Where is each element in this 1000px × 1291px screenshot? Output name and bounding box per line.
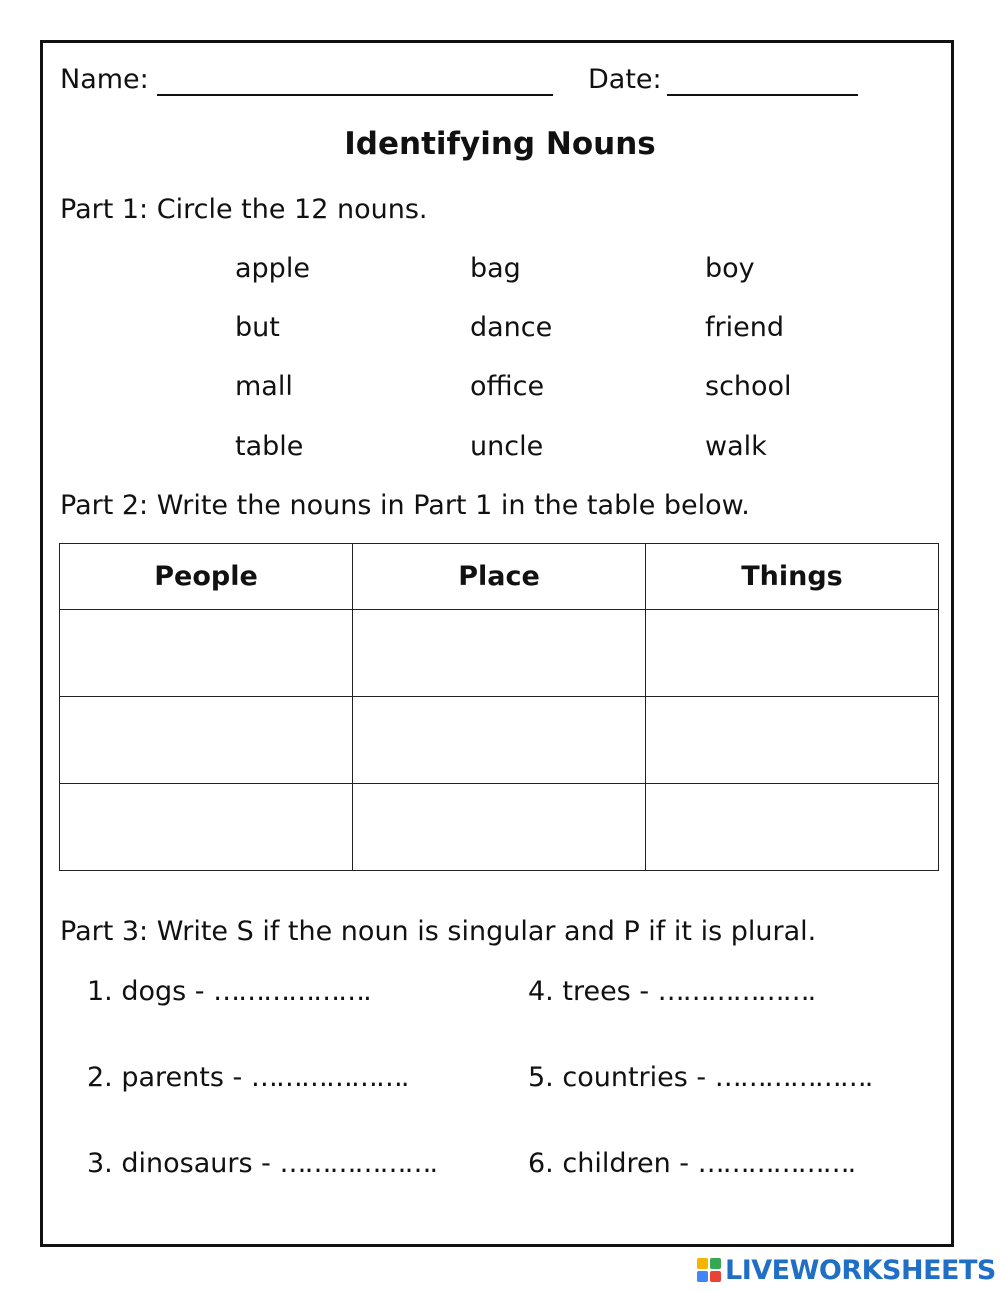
table-cell[interactable] <box>60 697 353 784</box>
word-uncle[interactable]: uncle <box>470 431 544 462</box>
name-input-line[interactable] <box>157 94 553 96</box>
answer-blank[interactable]: ………………. <box>657 976 815 1007</box>
brand-text: LIVEWORKSHEETS <box>725 1254 996 1286</box>
liveworksheets-logo-icon <box>696 1257 722 1283</box>
word-boy[interactable]: boy <box>705 253 755 284</box>
part2-instruction: Part 2: Write the nouns in Part 1 in the table below. <box>60 490 750 521</box>
list-item <box>87 1062 407 1093</box>
list-item <box>87 1148 436 1179</box>
list-item <box>528 976 814 1007</box>
table-cell[interactable] <box>646 610 939 697</box>
word-but[interactable]: but <box>235 312 280 343</box>
sorting-table <box>59 543 939 871</box>
column-header-place: Place <box>353 544 646 610</box>
table-cell[interactable] <box>353 697 646 784</box>
word-walk[interactable]: walk <box>705 431 767 462</box>
word-office[interactable]: office <box>470 371 545 402</box>
word-mall[interactable]: mall <box>235 371 293 402</box>
item-number: 2. <box>87 1062 113 1093</box>
part1-instruction: Part 1: Circle the 12 nouns. <box>60 194 428 225</box>
item-number: 5. <box>528 1062 554 1093</box>
table-cell[interactable] <box>353 784 646 871</box>
answer-blank[interactable]: ………………. <box>714 1062 872 1093</box>
word-table[interactable]: table <box>235 431 304 462</box>
column-header-people: People <box>60 544 353 610</box>
table-cell[interactable] <box>646 697 939 784</box>
table-cell[interactable] <box>60 784 353 871</box>
answer-blank[interactable]: ………………. <box>213 976 370 1007</box>
item-word: children - <box>562 1148 690 1179</box>
item-word: trees - <box>562 976 650 1007</box>
page-title: Identifying Nouns <box>344 126 656 162</box>
date-input-line[interactable] <box>667 94 858 96</box>
item-number: 3. <box>87 1148 113 1179</box>
item-number: 1. <box>87 976 113 1007</box>
column-header-things: Things <box>646 544 939 610</box>
table-cell[interactable] <box>60 610 353 697</box>
item-number: 4. <box>528 976 554 1007</box>
item-word: parents - <box>121 1062 243 1093</box>
date-label: Date: <box>588 64 662 95</box>
item-word: dinosaurs - <box>121 1148 271 1179</box>
word-dance[interactable]: dance <box>470 312 553 343</box>
table-cell[interactable] <box>353 610 646 697</box>
item-number: 6. <box>528 1148 554 1179</box>
word-friend[interactable]: friend <box>705 312 784 343</box>
word-bag[interactable]: bag <box>470 253 521 284</box>
word-school[interactable]: school <box>705 371 792 402</box>
table-cell[interactable] <box>646 784 939 871</box>
list-item <box>87 976 370 1007</box>
answer-blank[interactable]: ………………. <box>250 1062 408 1093</box>
part3-instruction: Part 3: Write S if the noun is singular and P if it is plural. <box>60 916 817 947</box>
item-word: countries - <box>562 1062 707 1093</box>
answer-blank[interactable]: ………………. <box>697 1148 855 1179</box>
list-item <box>528 1062 871 1093</box>
word-apple[interactable]: apple <box>235 253 310 284</box>
liveworksheets-brand <box>696 1255 996 1285</box>
item-word: dogs - <box>121 976 205 1007</box>
answer-blank[interactable]: ………………. <box>279 1148 437 1179</box>
list-item <box>528 1148 854 1179</box>
name-label: Name: <box>60 64 149 95</box>
